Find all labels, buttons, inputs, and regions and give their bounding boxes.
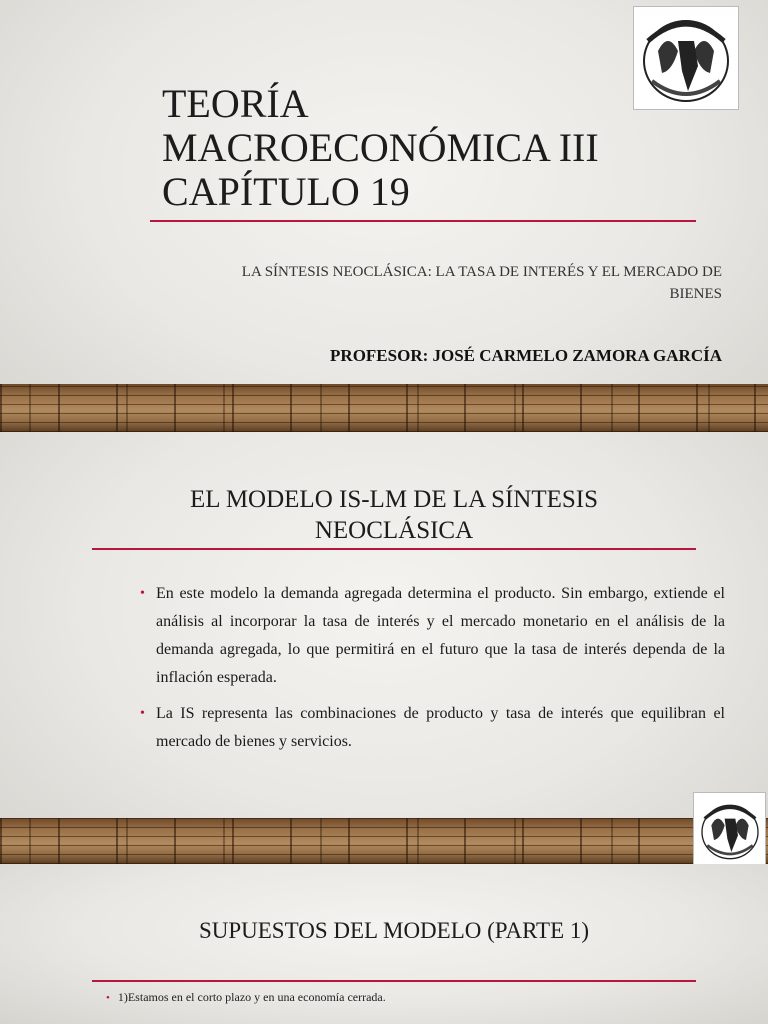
bullet-icon: • — [140, 586, 145, 601]
list-item: • En este modelo la demanda agregada determina el producto. Sin embargo, extiende el análisis al incorporar la tasa de interés y el mercado monetario en el análisis de la demanda agregada, lo que permitirá en el futuro que la tasa de interés dependa de la inflación esperada. — [138, 580, 725, 692]
wood-floor-decoration — [0, 384, 768, 432]
list-item: • 1)Estamos en el corto plazo y en una economía cerrada. — [106, 990, 386, 1004]
bullet-icon: • — [106, 992, 110, 1004]
presentation-title: TEORÍA MACROECONÓMICA III CAPÍTULO 19 — [162, 81, 599, 214]
slide-1 — [0, 0, 768, 432]
unam-crest-icon — [693, 792, 766, 864]
subtitle: LA SÍNTESIS NEOCLÁSICA: LA TASA DE INTERÉS Y EL MERCADO DE BIENES — [241, 264, 722, 302]
list-item: • La IS representa las combinaciones de producto y tasa de interés que equilibran el mercado de bienes y servicios. — [138, 700, 725, 756]
bullet-icon: • — [140, 706, 145, 721]
slide-2-bullet-list — [138, 580, 725, 764]
slide-3-divider — [92, 980, 696, 982]
slide-3-title: SUPUESTOS DEL MODELO (PARTE 1) — [198, 918, 590, 943]
unam-crest-icon — [633, 6, 739, 110]
slide-2-divider — [92, 548, 696, 550]
professor-name: PROFESOR: JOSÉ CARMELO ZAMORA GARCÍA — [330, 346, 722, 365]
slide-2-title: EL MODELO IS-LM DE LA SÍNTESIS NEOCLÁSICA — [189, 486, 599, 544]
title-divider — [150, 220, 696, 222]
wood-floor-decoration — [0, 818, 768, 864]
